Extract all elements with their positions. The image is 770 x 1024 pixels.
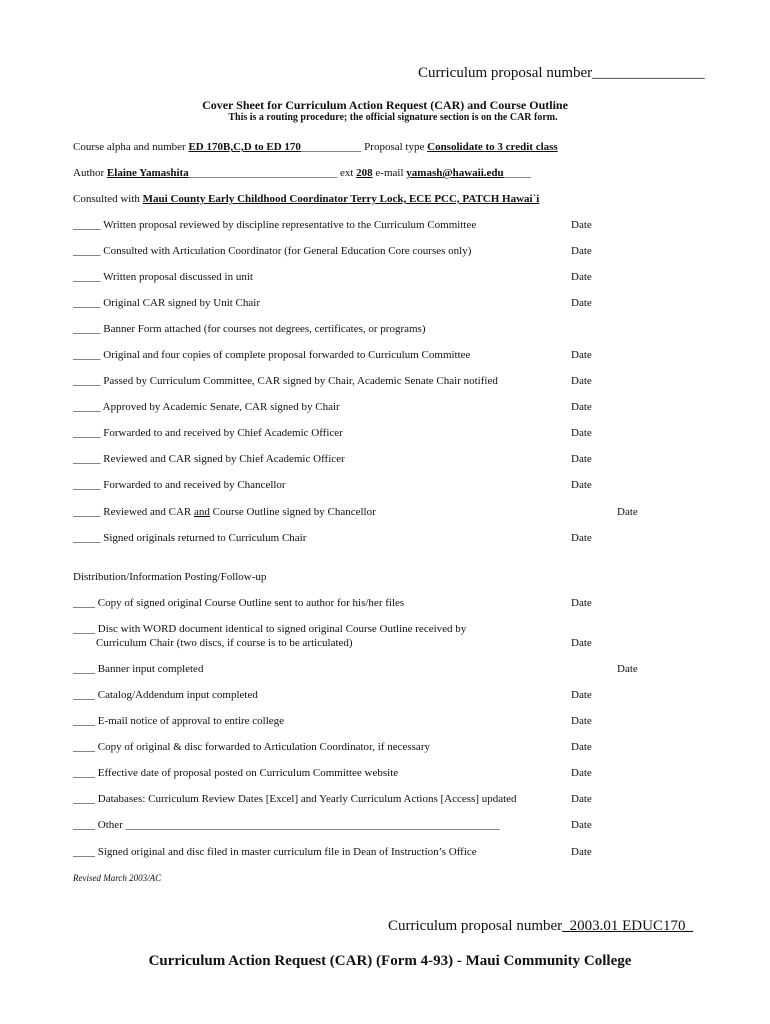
consulted-value: Maui County Early Childhood Coordinator Terry Lock, ECE PCC, PATCH Hawai`i (142, 193, 540, 205)
bottom-proposal-label: Curriculum proposal number (388, 918, 563, 934)
date-label: Date (571, 793, 592, 805)
check-blank[interactable]: _____ (73, 297, 101, 309)
dist-blank[interactable]: ____ (73, 715, 95, 727)
chancellor-row (73, 506, 376, 518)
check-text: Forwarded to and received by Chief Academic Officer (103, 427, 343, 439)
date-label: Date (571, 532, 592, 544)
chancellor-text-and: and (193, 506, 210, 518)
checklist-row (73, 479, 286, 491)
date-label: Date (571, 846, 592, 858)
email-label: e-mail (375, 167, 404, 179)
check-blank[interactable]: _____ (73, 401, 101, 413)
date-label: Date (571, 245, 592, 257)
dist-blank[interactable]: ____ (73, 741, 95, 753)
distribution-row (73, 623, 466, 635)
date-label: Date (571, 689, 592, 701)
check-text: Passed by Curriculum Committee, CAR signed by Chair, Academic Senate Chair notified (103, 375, 498, 387)
course-value: ED 170B,C,D to ED 170 (188, 141, 301, 153)
distribution-heading: Distribution/Information Posting/Follow-up (73, 571, 267, 583)
date-label: Date (571, 271, 592, 283)
dist-blank[interactable]: ____ (73, 767, 95, 779)
check-text: Original and four copies of complete proposal forwarded to Curriculum Committee (103, 349, 471, 361)
top-proposal-blank: _______________ (592, 65, 705, 81)
ext-label: ext (339, 167, 354, 179)
author-label: Author (73, 167, 105, 179)
date-label: Date (617, 506, 638, 518)
check-text: Consulted with Articulation Coordinator (for General Education Core courses only) (103, 245, 472, 257)
revised-note: Revised March 2003/AC (73, 873, 162, 883)
dist-text: Effective date of proposal posted on Curriculum Committee website (97, 767, 399, 779)
date-label: Date (571, 741, 592, 753)
chancellor-text-after: Course Outline signed by Chancellor (212, 506, 376, 518)
check-blank[interactable]: _____ (73, 506, 101, 518)
bottom-proposal-value: _2003.01 EDUC170_ (562, 918, 693, 934)
distribution-row (73, 819, 500, 831)
checklist-row (73, 375, 498, 387)
course-line (73, 141, 558, 153)
date-label: Date (571, 219, 592, 231)
check-text: Approved by Academic Senate, CAR signed by Chair (102, 401, 340, 413)
checklist-row (73, 245, 471, 257)
checklist-row (73, 271, 253, 283)
top-proposal-label: Curriculum proposal number (418, 65, 593, 81)
chancellor-text-before: Reviewed and CAR (103, 506, 192, 518)
check-blank[interactable]: _____ (73, 479, 101, 491)
consulted-line (73, 193, 539, 205)
bottom-proposal-number (388, 918, 693, 935)
distribution-row (73, 597, 404, 609)
ext-value: 208 (356, 167, 373, 179)
date-label: Date (571, 453, 592, 465)
email-value: yamash@hawaii.edu (406, 167, 504, 179)
dist-blank[interactable]: ____ (73, 623, 95, 635)
date-label: Date (571, 427, 592, 439)
distribution-row (73, 689, 258, 701)
consulted-label: Consulted with (73, 193, 140, 205)
checklist-row (73, 323, 425, 335)
course-label: Course alpha and number (73, 141, 186, 153)
dist-text: Disc with WORD document identical to signed original Course Outline received by (97, 623, 467, 635)
cover-subtitle: This is a routing procedure; the official signature section is on the CAR form. (228, 112, 558, 123)
check-text: Banner Form attached (for courses not degrees, certificates, or programs) (103, 323, 426, 335)
check-blank[interactable]: _____ (73, 453, 101, 465)
checklist-row (73, 427, 343, 439)
dist-text: Banner input completed (97, 663, 204, 675)
proposal-type-label: Proposal type (364, 141, 425, 153)
check-text: Written proposal reviewed by discipline representative to the Curriculum Committee (103, 219, 477, 231)
check-text: Reviewed and CAR signed by Chief Academic Officer (103, 453, 345, 465)
car-title: Curriculum Action Request (CAR) (Form 4-93) - Maui Community College (148, 953, 632, 969)
date-label: Date (571, 297, 592, 309)
date-label: Date (571, 637, 592, 649)
dist-blank[interactable]: ____ (73, 689, 95, 701)
check-blank[interactable]: _____ (73, 349, 101, 361)
date-label: Date (571, 349, 592, 361)
dist-blank[interactable]: ____ (73, 819, 95, 831)
check-blank[interactable]: _____ (73, 323, 101, 335)
check-text: Original CAR signed by Unit Chair (103, 297, 260, 309)
date-label: Date (571, 715, 592, 727)
checklist-row (73, 297, 260, 309)
date-label: Date (571, 401, 592, 413)
distribution-row (73, 846, 477, 858)
email-blank: _____ (503, 167, 532, 179)
distribution-row (73, 663, 203, 675)
dist-text: Copy of signed original Course Outline sent to author for his/her files (97, 597, 405, 609)
check-blank[interactable]: _____ (73, 532, 101, 544)
returned-row (73, 532, 306, 544)
dist-blank[interactable]: ____ (73, 846, 95, 858)
date-label: Date (571, 479, 592, 491)
check-blank[interactable]: _____ (73, 427, 101, 439)
proposal-type-value: Consolidate to 3 credit class (427, 141, 558, 153)
dist-text: E-mail notice of approval to entire college (97, 715, 285, 727)
distribution-row (73, 793, 517, 805)
distribution-row (73, 741, 430, 753)
author-line (73, 167, 531, 179)
top-proposal-number (418, 65, 705, 82)
check-blank[interactable]: _____ (73, 375, 101, 387)
date-label: Date (571, 375, 592, 387)
author-blank: ___________________________ (188, 167, 338, 179)
course-blank: ___________ (300, 141, 362, 153)
date-label: Date (571, 819, 592, 831)
checklist-row (73, 401, 340, 413)
check-blank[interactable]: _____ (73, 271, 101, 283)
checklist-row (73, 349, 470, 361)
check-text: Forwarded to and received by Chancellor (103, 479, 286, 491)
dist-blank[interactable]: ____ (73, 597, 95, 609)
checklist-row (73, 219, 476, 231)
distribution-row (73, 767, 398, 779)
date-label: Date (571, 597, 592, 609)
date-label: Date (571, 767, 592, 779)
check-blank[interactable]: _____ (73, 219, 101, 231)
author-value: Elaine Yamashita (106, 167, 189, 179)
dist-blank[interactable]: ____ (73, 663, 95, 675)
dist-text: Other ____________________________________________________________________ (97, 819, 500, 831)
dist-text-continued: Curriculum Chair (two discs, if course is to be articulated) (96, 637, 353, 649)
distribution-row (73, 715, 284, 727)
returned-text: Signed originals returned to Curriculum Chair (103, 532, 307, 544)
dist-blank[interactable]: ____ (73, 793, 95, 805)
dist-text: Copy of original & disc forwarded to Articulation Coordinator, if necessary (97, 741, 430, 753)
cover-title: Cover Sheet for Curriculum Action Request (CAR) and Course Outline (202, 98, 568, 112)
date-label: Date (617, 663, 638, 675)
dist-text: Databases: Curriculum Review Dates [Excel] and Yearly Curriculum Actions [Access] updated (97, 793, 517, 805)
check-blank[interactable]: _____ (73, 245, 101, 257)
dist-text: Catalog/Addendum input completed (97, 689, 258, 701)
check-text: Written proposal discussed in unit (103, 271, 253, 283)
dist-text: Signed original and disc filed in master curriculum file in Dean of Instruction’s Office (97, 846, 477, 858)
checklist-row (73, 453, 345, 465)
